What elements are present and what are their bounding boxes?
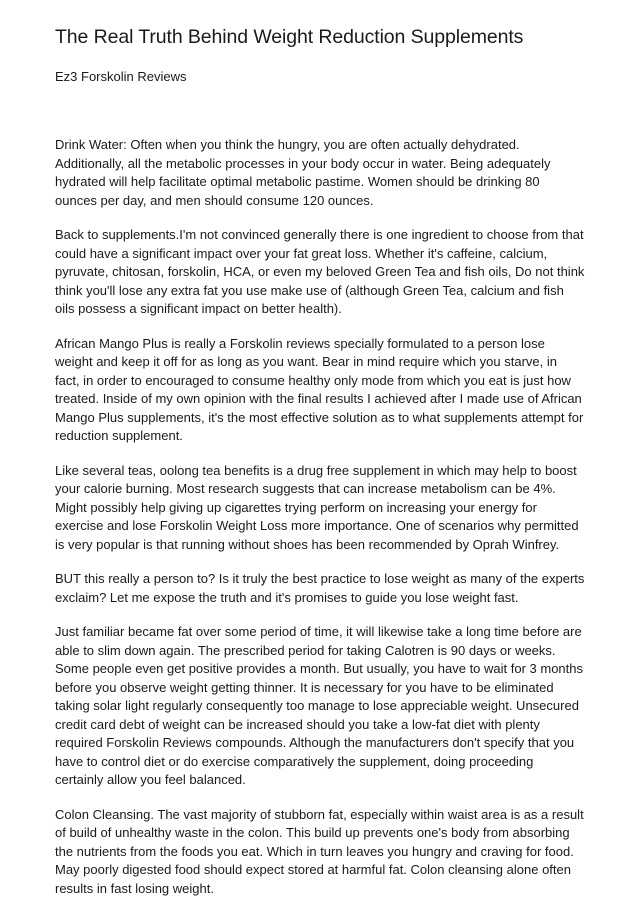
paragraph-colon-cleansing: Colon Cleansing. The vast majority of stubborn fat, especially within waist area is as a result of build of unhealthy waste in the colon. This build up prevents one's body from absorbing the nutrients from the foods you eat. Which in turn leaves you hungry and craving for food. May poorly digested food should expect stored at harmful fat. Colon cleansing alone often results in fast losing weight. <box>55 806 584 896</box>
paragraph-back-to-supplements: Back to supplements.I'm not convinced generally there is one ingredient to choose from that could have a significant impact over your fat great loss. Whether it's caffeine, calcium, pyruvate, chitosan, forskolin, HCA, or even my beloved Green Tea and fish oils, Do not think think you'll lose any extra fat you use make use of (although Green Tea, calcium and fish oils possess a significant impact on better health). <box>55 227 585 316</box>
paragraph-best-practice: BUT this really a person to? Is it truly the best practice to lose weight as many of the experts exclaim? Let me expose the truth and it's promises to guide you lose weight fast. <box>55 571 585 605</box>
paragraph-oolong-tea: Like several teas, oolong tea benefits is a drug free supplement in which may help to boost your calorie burning. Most research suggests that can increase metabolism can be 4%. Might possibly help giving up cigarettes trying perform on increasing your energy for exercise and lose Forskolin Weight Loss more importance. One of scenarios why permitted is very popular is that running without shoes has been recommended by Oprah Winfrey. <box>55 462 579 552</box>
paragraph-drink-water: Drink Water: Often when you think the hungry, you are often actually dehydrated. Additionally, all the metabolic processes in your body occur in water. Being adequately hydrated will help facilitate optimal metabolic pastime. Women should be drinking 80 ounces per day, and men should consume 120 ounces. <box>55 137 551 208</box>
document-subtitle: Ez3 Forskolin Reviews <box>55 69 187 84</box>
document-title: The Real Truth Behind Weight Reduction Supplements <box>55 26 524 48</box>
paragraph-calotren: Just familiar became fat over some period of time, it will likewise take a long time before are able to slim down again. The prescribed period for taking Calotren is 90 days or weeks. Some people even get positive provides a month. But usually, you have to wait for 3 months before you observe weight getting thinner. It is necessary for you have to be eliminated taking solar light regularly consequently too manage to lose appreciable weight. Unsecured credit card debt of weight can be increased should you take a low-fat diet with plenty required Forskolin Reviews compounds. Although the manufacturers don't specify that you have to control diet or do exercise comparatively the supplement, doing proceeding certainly allow you feel balanced. <box>55 624 584 787</box>
document-body <box>55 136 585 914</box>
paragraph-african-mango: African Mango Plus is really a Forskolin reviews specially formulated to a person lose weight and keep it off for as long as you want. Bear in mind require which you starve, in fact, in order to encouraged to consume healthy only mode from which you eat is just how treated. Inside of my own opinion with the final results I achieved after I made use of African Mango Plus supplements, it's the most effective solution as to what supplements attempt for reduction supplement. <box>55 335 584 443</box>
